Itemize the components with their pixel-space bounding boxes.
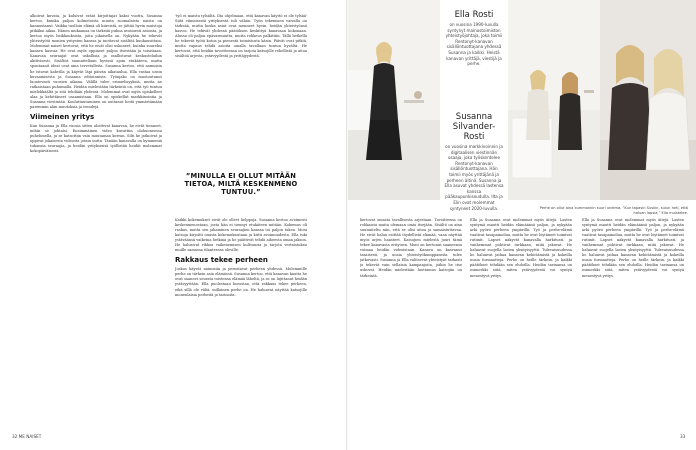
left-column-2-bottom <box>175 218 307 430</box>
photo-kitchen <box>508 0 600 200</box>
pull-quote: ”MINULLA EI OLLUT MITÄÄN TIETOA, MILTÄ KESKENMENO TUNTUU.” <box>184 172 298 196</box>
sidebar-ella-name: Ella Rosti <box>454 10 494 20</box>
sidebar-susanna-text: on vuosina markkinoinnin ja digitaalisen viestinnän osaaja, joka työskentelee Rentonyt-kanavan sisällöntuottajana. Hän toimii myös yrittäjänä ja perheen äitinä. Susanna ja Ella asuvat yhdessä lastensa kanssa pääkaupunkiseudulla. Ilta ja Elin ovat molemmat syntyneet 2020-luvulla. <box>444 144 504 211</box>
sidebar-susanna <box>444 112 504 211</box>
photo-caption: Perhe on ollut aina kummankin suuri unelma. ”Kun tapasin Suskin, sulun heti, että haluan lapsia,” Ella muistelee. <box>539 206 688 215</box>
right-col1-text: kertovat omasta tavallisesta arjestaan. Tavoitteena on rohkaista muita olemaan omia itsejään. Sisältö on aina suunniteltu niin, että se olisi aitoa ja samaistuttavaa. He eivät halua esittää täydellistä elämää, vaan näyttää myös arjen haasteet. Katsojien mielestä juuri tämä tekee kanavasta erityisen. Moni on kertonut saaneensa voimaa heidän videoistaan. Kanava on kasvanut tasaisesti, ja uusia yhteistyökumppaneita tulee jatkuvasti. Susanna ja Ella valitsevat yhteistyöt tarkasti ja tekevät vain sellaisia kampanjoita, joihin he itse uskovat. Heidän mielestään luottamus katsojiin on tärkeintä. <box>360 218 462 278</box>
right-column-2 <box>470 218 572 430</box>
left-column-1 <box>30 14 162 430</box>
left-col2-top-text: 'työ ei maistu tylsältä. Ilta ohjelmaan, että kanavan käyttö ei ole tylsää' Siitä viimeisestä yrityksestä tuli vähän. Työn tekemisen vaivalla on tärkeää, mutta koska asiat ovat menneet hyvin, heidän yhteistyönsä kasvoi. He tekivät yhdessä päätöksen keskittyä kanavaan kokonaan. Alussa oli paljon epävarmuutta, mutta rohkeus palkittiin. Tällä hetkellä he tekevät työtä kotoa ja pienestä toimistosta käsin. Päivät ovat pitkiä, mutta vapaus tehdä asioita omalla tavallaan tuntuu hyvältä. He kertovat, että heidän tavoitteensa on tarjota katsojille rehellistä ja aitoa sisältöä arjesta, ystävyydestä ja yrittäjyydestä. <box>175 14 307 59</box>
right-col2-text: Ella ja Susanna ovat molemmat myös äitejä. Lasten syntymä muutti heidän elämäänsä paljon, ja nykyään arki pyörii perheen ympärillä. Työ ja perhe-elämä vaativat tasapainoilua, mutta he ovat löytäneet toimivat rutiinit. Lapset näkyvät kanavalla harkitusti, ja vanhemmat pohtivat tarkkaan, mitä jakavat. He haluavat suojella lasten yksityisyyttä. Tulevaisuudessa he haluavat jatkaa kanavan kehittämistä ja kokeilla uusia formaatteja. Perhe on heille tärkein, ja kaikki päätökset tehdään sen ehdoilla. Heidän tarinansa on esimerkki siitä, miten ystävyydestä voi syntyä menestyvä yritys. <box>470 218 572 278</box>
photo-ella <box>348 0 440 200</box>
sidebar-susanna-name: Susanna Silvander-Rosti <box>452 112 496 142</box>
photo-ella-image <box>348 0 440 200</box>
photo-kitchen-image <box>508 0 600 200</box>
photo-portrait-image <box>600 0 696 200</box>
section-heading-viimeinen: Viimeinen yritys <box>30 112 95 121</box>
folio-left: 32 ME NAISET <box>12 434 42 439</box>
right-page <box>348 0 696 450</box>
left-column-2-top <box>175 14 307 164</box>
folio-right: 33 <box>680 434 686 439</box>
left-col2-bottom-text: Kaikki kokemukset eivät ole olleet helppoja. Susanna kertoo avoimesti keskenmenostaan, josta hän ei tiennyt etukäteen mitään. Kokemus oli raskas, mutta sen jakaminen seuraajien kanssa toi paljon tukea. Moni katsoja kirjoitti omista kokemuksistaan ja kiitti avoimuudesta. Ella tuki ystäväänsä vaikeina hetkinä ja he päättivät tehdä aiheesta oman jakson. He halusivat rikkoa vaikenemisen kulttuuria ja tarjota vertaistukea muille samassa tilanteessa oleville. <box>175 218 307 253</box>
section-heading-rakkaus: Rakkaus tekee perheen <box>175 256 268 265</box>
sidebar-ella-text: on vuosina 1990-luvulla syntynyt mainostoimiston yhteistyöjohtaja, joka toimii Rentonyt-kanavan sisällöntuottajana yhdessä Susanna ja kaikki. Heistä kanavan yrittäjä, viestijä ja perhe. <box>445 22 503 67</box>
left-col1-after: Kun Susanna ja Ella vuosia sitten aloittivat kanavan, he eivät tienneet, mihin se johtaisi. Ensimmäinen video kuvattiin olohuoneessa puhelimella, ja se katsottiin vain muutaman kerran. Silti he jatkoivat ja oppivat jokaisesta videosta jotain uutta. Tänään kanavalla on kymmeniä tuhansia seuraajia, ja heidän yrityksensä työllistää heidät molemmat kokopäiväisesti. <box>30 123 162 154</box>
left-col2-after: Joskus käyvät naimisiin ja perustavat perheen yhdessä. Molemmille perhe on tärkein asia elämässä. Susanna kertoo, että kanavan kautta he ovat saaneet seurata toistensa elämää läheltä, ja se on lujittanut heidän ystävyyttään. Ella puolestaan korostaa, että rakkaus tekee perheen, eikä sillä ole väliä, millainen perhe on. He haluavat näyttää katsojille monenlaisia perheitä ja tarinoita. <box>175 267 307 297</box>
left-col1-text: alkoivat kuvata, ja kuluivat eräät kirjoittajat kaksi vuotta, Susanna kertoo, kuinka paljon kolmetoista muuta suomalaista naista on kannustanut. Vaikka tuolloin elämä oli kiireistä, se jättää hyvin muistoja pitkäksi aikaa. Hänen mukaansa on tärkeää puhua avoimesti asioista, ja kertoa myös heikkouksista, joita jokaisella on. Nykyään he tekevät yhteistyötä monien yritysten kanssa ja tuottavat sisältöä kuukausittain. Molemmat naiset kertovat, että he eivät olisi uskoneet, kuinka suureksi kanava kasvaa. He ovat myös oppineet paljon itsestään ja toisistaan. Kanavan seuraajat ovat uskollisia ja osallistuvat keskusteluihin aktiivisesti. Sisältöä suunnitellaan hyvissä ajoin etukäteen, mutta spontaanit ideat ovat aina tervetulleita. Susanna kertoo, että aamuisin he istuvat kahvilla ja käyvät läpi päivän aikataulua. Ella vastaa usein kuvaamisesta ja Susanna editoinnista. Työnjako on muotoutunut luontevasti vuosien aikana. Välillä tulee erimielisyyksiä, mutta ne ratkaistaan puhumalla. Heidän mielestään tärkeintä on, että työ tuntuu mielekkäältä ja sitä tehdään yhdessä. Molemmat ovat myös opiskelleet alaa ja kehittäneet osaamistaan. Ella on opiskellut markkinointia ja Susanna viestintää. Kouluttautuminen on auttanut heitä ymmärtämään paremmin alan muutoksia ja trendejä. <box>30 14 162 109</box>
right-column-1 <box>360 218 462 430</box>
photo-portrait <box>600 0 696 200</box>
right-column-3 <box>582 218 684 430</box>
right-col3-text: Ella ja Susanna ovat molemmat myös äitejä. Lasten syntymä muutti heidän elämäänsä paljon, ja nykyään arki pyörii perheen ympärillä. Työ ja perhe-elämä vaativat tasapainoilua, mutta he ovat löytäneet toimivat rutiinit. Lapset näkyvät kanavalla harkitusti, ja vanhemmat pohtivat tarkkaan, mitä jakavat. He haluavat suojella lasten yksityisyyttä. Tulevaisuudessa he haluavat jatkaa kanavan kehittämistä ja kokeilla uusia formaatteja. Perhe on heille tärkein, ja kaikki päätökset tehdään sen ehdoilla. Heidän tarinansa on esimerkki siitä, miten ystävyydestä voi syntyä menestyvä yritys. <box>582 218 684 278</box>
sidebar-ella <box>444 10 504 67</box>
